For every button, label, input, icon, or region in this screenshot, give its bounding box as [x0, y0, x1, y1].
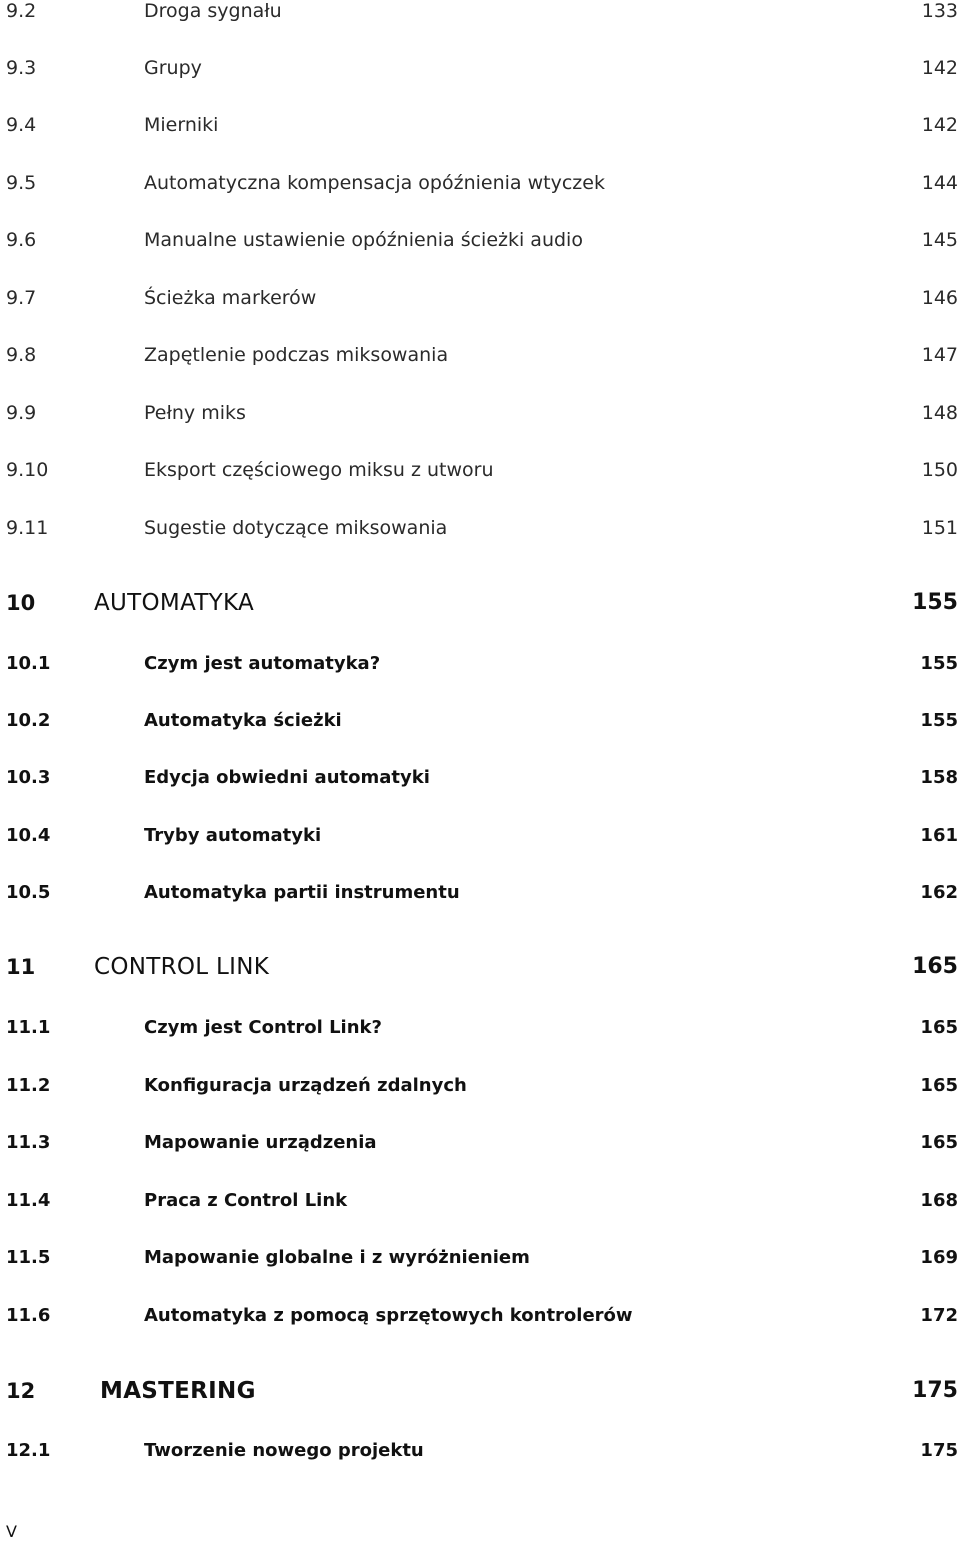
- toc-entry-page: 175: [920, 1440, 958, 1461]
- toc-entry: [0, 1126, 960, 1160]
- toc-entry-title: Automatyka ścieżki: [144, 710, 342, 731]
- toc-entry: [0, 223, 960, 257]
- toc-entry-page: 142: [921, 114, 958, 136]
- toc-entry: [0, 281, 960, 315]
- toc-entry: [0, 1374, 960, 1408]
- toc-entry-number: 9.3: [6, 57, 37, 79]
- toc-entry-page: 169: [920, 1247, 958, 1268]
- toc-entry-page: 175: [912, 1378, 958, 1403]
- toc-entry: [0, 761, 960, 795]
- toc-entry-title: CONTROL LINK: [94, 954, 270, 980]
- toc-entry-number: 12: [6, 1379, 36, 1403]
- toc-entry-page: 158: [920, 767, 958, 788]
- toc-entry-page: 165: [920, 1132, 958, 1153]
- toc-entry-number: 10.3: [6, 767, 51, 788]
- toc-entry: [0, 1069, 960, 1103]
- toc-entry-title: Sugestie dotyczące miksowania: [144, 517, 448, 539]
- toc-entry: [0, 1241, 960, 1275]
- toc-entry-number: 11.6: [6, 1305, 51, 1326]
- toc-entry-number: 10.4: [6, 825, 51, 846]
- toc-entry-number: 10.2: [6, 710, 51, 731]
- toc-entry: [0, 1434, 960, 1468]
- toc-entry-title: AUTOMATYKA: [94, 590, 255, 616]
- toc-entry-title: Konfiguracja urządzeń zdalnych: [144, 1075, 467, 1096]
- toc-entry-page: 147: [921, 344, 958, 366]
- toc-entry-page: 161: [920, 825, 958, 846]
- toc-entry-page: 155: [920, 710, 958, 731]
- toc-entry-page: 151: [921, 517, 958, 539]
- toc-entry: [0, 338, 960, 372]
- toc-entry-title: Tworzenie nowego projektu: [144, 1440, 424, 1461]
- toc-entry-page: 165: [912, 954, 958, 979]
- toc-entry: [0, 511, 960, 545]
- toc-entry-number: 11.2: [6, 1075, 51, 1096]
- toc-entry-title: Tryby automatyki: [144, 825, 322, 846]
- toc-entry-number: 9.8: [6, 344, 37, 366]
- toc-entry-title: Automatyka partii instrumentu: [144, 882, 460, 903]
- toc-entry-title: Mapowanie globalne i z wyróżnieniem: [144, 1247, 530, 1268]
- toc-entry-title: Edycja obwiedni automatyki: [144, 767, 430, 788]
- page-number-footer: V: [6, 1522, 17, 1541]
- toc-entry-number: 9.4: [6, 114, 37, 136]
- toc-entry-title: Mapowanie urządzenia: [144, 1132, 377, 1153]
- toc-entry-number: 9.2: [6, 0, 37, 22]
- toc-entry-page: 146: [921, 287, 958, 309]
- toc-entry: [0, 950, 960, 984]
- toc-entry-number: 9.11: [6, 517, 49, 539]
- toc-entry: [0, 586, 960, 620]
- toc-entry-title: Droga sygnału: [144, 0, 282, 22]
- toc-entry-number: 9.9: [6, 402, 37, 424]
- toc-entry-number: 9.5: [6, 172, 37, 194]
- toc-entry-page: 168: [920, 1190, 958, 1211]
- toc-entry-number: 10: [6, 591, 36, 615]
- toc-entry-title: Praca z Control Link: [144, 1190, 348, 1211]
- toc-entry-page: 144: [921, 172, 958, 194]
- toc-entry-title: Manualne ustawienie opóźnienia ścieżki audio: [144, 229, 583, 251]
- toc-entry-title: Czym jest Control Link?: [144, 1017, 382, 1038]
- toc-entry-page: 165: [920, 1017, 958, 1038]
- toc-entry-number: 9.7: [6, 287, 37, 309]
- toc-entry-title: Pełny miks: [144, 402, 246, 424]
- toc-entry-number: 11.4: [6, 1190, 51, 1211]
- toc-entry-page: 172: [920, 1305, 958, 1326]
- toc-entry: [0, 396, 960, 430]
- toc-entry-title: Mierniki: [144, 114, 219, 136]
- toc-entry-number: 11.3: [6, 1132, 51, 1153]
- toc-entry-title: Automatyczna kompensacja opóźnienia wtyczek: [144, 172, 605, 194]
- toc-entry-page: 150: [921, 459, 958, 481]
- toc-entry: [0, 876, 960, 910]
- toc-entry-title: Czym jest automatyka?: [144, 653, 381, 674]
- toc-entry-number: 11: [6, 955, 36, 979]
- toc-entry: [0, 704, 960, 738]
- toc-entry: [0, 819, 960, 853]
- toc-entry-number: 11.1: [6, 1017, 51, 1038]
- toc-entry-page: 155: [912, 590, 958, 615]
- toc-entry-title: Zapętlenie podczas miksowania: [144, 344, 449, 366]
- toc-entry-title: Grupy: [144, 57, 202, 79]
- toc-entry-number: 9.10: [6, 459, 49, 481]
- toc-entry-page: 133: [921, 0, 958, 22]
- toc-entry-page: 165: [920, 1075, 958, 1096]
- toc-entry: [0, 0, 960, 28]
- toc-entry-page: 155: [920, 653, 958, 674]
- toc-entry: [0, 166, 960, 200]
- toc-entry-page: 162: [920, 882, 958, 903]
- toc-entry-title: Eksport częściowego miksu z utworu: [144, 459, 494, 481]
- toc-entry: [0, 51, 960, 85]
- toc-entry-page: 145: [921, 229, 958, 251]
- toc-entry-number: 9.6: [6, 229, 37, 251]
- toc-entry: [0, 108, 960, 142]
- toc-entry: [0, 647, 960, 681]
- toc-entry-title: MASTERING: [100, 1378, 256, 1404]
- toc-entry: [0, 1011, 960, 1045]
- toc-entry-page: 142: [921, 57, 958, 79]
- toc-entry-number: 10.5: [6, 882, 51, 903]
- toc-entry-page: 148: [921, 402, 958, 424]
- toc-entry-number: 10.1: [6, 653, 51, 674]
- toc-entry: [0, 453, 960, 487]
- toc-entry-title: Ścieżka markerów: [144, 287, 317, 309]
- toc-entry-title: Automatyka z pomocą sprzętowych kontrolerów: [144, 1305, 633, 1326]
- toc-entry: [0, 1299, 960, 1333]
- toc-entry-number: 12.1: [6, 1440, 51, 1461]
- toc-entry-number: 11.5: [6, 1247, 51, 1268]
- toc-entry: [0, 1184, 960, 1218]
